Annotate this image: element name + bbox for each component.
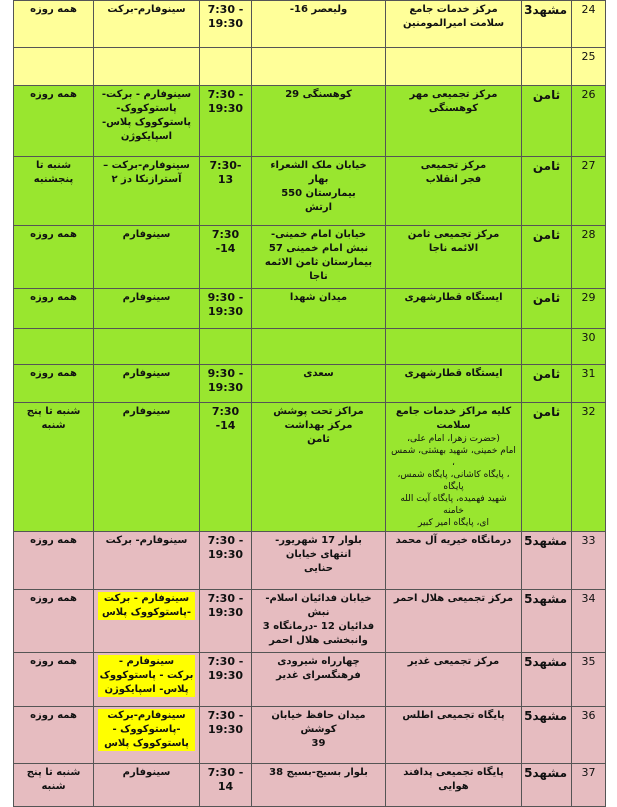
city-cell: مشهد5 <box>522 653 572 707</box>
city-cell: مشهد5 <box>522 532 572 590</box>
row-number-cell: 36 <box>572 707 606 764</box>
center-cell-line: فجر انقلاب <box>425 174 482 185</box>
days-cell-line: شنبه تا پنج <box>26 767 81 778</box>
center-cell-line: ایستگاه قطارشهری <box>404 292 503 303</box>
vaccine-cell-line: سینوفارم <box>122 229 171 240</box>
time-cell <box>200 289 252 329</box>
address-cell-line: خیابان ملک الشعراء <box>270 160 367 171</box>
table-row <box>14 532 606 590</box>
address-cell-line: ثامن <box>307 434 330 445</box>
address-cell <box>252 653 386 707</box>
center-cell <box>386 365 522 403</box>
table-row <box>14 365 606 403</box>
time-cell <box>200 365 252 403</box>
center-cell <box>386 48 522 86</box>
center-detail-line: (حضرت زهرا، امام علی، <box>407 434 500 444</box>
vaccine-cell-line: سینوفارم- برکت <box>105 535 188 546</box>
vaccine-cell-line: سینوفارم <box>122 292 171 303</box>
days-cell <box>14 48 94 86</box>
table-row <box>14 1 606 48</box>
row-number-cell: 28 <box>572 226 606 289</box>
center-cell <box>386 86 522 157</box>
time-cell <box>200 1 252 48</box>
time-cell-line: 7:30 - <box>207 3 244 16</box>
time-cell <box>200 329 252 365</box>
vaccine-cell-line: اسپایکوژن <box>120 131 173 142</box>
center-cell-line: مرکز تجمیعی مهر کوهسنگی <box>409 89 498 114</box>
vaccine-cell-line: پاستوکووک پلاس- <box>101 117 191 128</box>
days-cell <box>14 289 94 329</box>
days-cell-line: پنجشنبه <box>33 174 74 185</box>
time-cell-line: 19:30 <box>207 102 243 115</box>
row-number-cell: 33 <box>572 532 606 590</box>
vaccine-cell-line: پاستوکووک پلاس <box>98 737 195 751</box>
time-cell <box>200 764 252 807</box>
center-cell <box>386 226 522 289</box>
center-detail-line: امام خمینی، شهید بهشتی، شمس ، <box>391 446 516 468</box>
days-cell <box>14 403 94 532</box>
days-cell <box>14 157 94 226</box>
center-cell <box>386 289 522 329</box>
address-cell-line: کوشش <box>300 724 337 735</box>
days-cell <box>14 1 94 48</box>
center-cell-line: کلیه مراکز خدمات جامع <box>395 406 512 417</box>
row-number-cell: 25 <box>572 48 606 86</box>
address-cell-line: مرکز بهداشت <box>284 420 353 431</box>
time-cell-line: 14 <box>217 780 234 793</box>
time-cell <box>200 157 252 226</box>
vaccine-cell-line: پاستوکووک- <box>116 103 177 114</box>
address-cell-line: بهار <box>308 174 329 185</box>
vaccine-cell-line: سینوفارم <box>122 767 171 778</box>
table-row <box>14 86 606 157</box>
city-cell: ثامن <box>522 226 572 289</box>
address-cell <box>252 48 386 86</box>
row-number-cell: 24 <box>572 1 606 48</box>
row-number-cell: 35 <box>572 653 606 707</box>
time-cell-line: 9:30 - <box>207 291 244 304</box>
vaccine-cell <box>94 226 200 289</box>
table-row <box>14 764 606 807</box>
time-cell-line: 7:30 -14 <box>211 228 240 255</box>
time-cell-line: 7:30 - <box>207 534 244 547</box>
address-cell-line: حنایی <box>304 563 333 574</box>
time-cell-line: 19:30 <box>207 723 243 736</box>
time-cell-line: 19:30 <box>207 669 243 682</box>
address-cell-line: سعدی <box>303 368 334 379</box>
vaccine-cell-line: سینوفارم - برکت- <box>101 89 192 100</box>
vaccine-cell-line: سینوفارم-برکت <box>98 709 195 723</box>
address-cell <box>252 289 386 329</box>
address-cell <box>252 707 386 764</box>
days-cell-line: همه روزه <box>30 4 77 15</box>
days-cell <box>14 532 94 590</box>
row-number-cell: 37 <box>572 764 606 807</box>
table-row <box>14 707 606 764</box>
days-cell <box>14 329 94 365</box>
center-cell <box>386 590 522 653</box>
days-cell-line: همه روزه <box>30 656 77 667</box>
time-cell-line: 7:30 - <box>207 766 244 779</box>
address-cell-line: وانبخشی هلال احمر <box>269 635 368 646</box>
days-cell <box>14 86 94 157</box>
center-cell-line: مرکز تجمیعی غدیر <box>407 656 500 667</box>
vaccine-cell-line: آسترازنکا دز ۲ <box>111 174 182 185</box>
center-cell <box>386 764 522 807</box>
days-cell <box>14 764 94 807</box>
time-cell <box>200 86 252 157</box>
center-cell-line: درمانگاه خیریه آل محمد <box>395 535 512 546</box>
vaccination-centers-table <box>13 0 606 807</box>
address-cell-line: کوهسنگی 29 <box>285 89 352 100</box>
address-cell-line: 39 <box>311 738 326 749</box>
days-cell-line: شنبه تا پنج <box>26 406 81 417</box>
address-cell <box>252 86 386 157</box>
address-cell <box>252 157 386 226</box>
vaccine-cell <box>94 764 200 807</box>
center-cell <box>386 157 522 226</box>
center-cell-line: الائمه ناجا <box>428 243 479 254</box>
days-cell <box>14 707 94 764</box>
vaccine-cell <box>94 157 200 226</box>
city-cell: ثامن <box>522 86 572 157</box>
days-cell <box>14 653 94 707</box>
row-number-cell: 34 <box>572 590 606 653</box>
time-cell-line: 7:30 - <box>207 592 244 605</box>
vaccine-cell-line: -پاستوکووک پلاس <box>98 606 195 620</box>
row-number-cell: 26 <box>572 86 606 157</box>
time-cell <box>200 532 252 590</box>
time-cell-line: 7:30 -14 <box>211 405 240 432</box>
time-cell-line: 19:30 <box>207 381 243 394</box>
days-cell <box>14 226 94 289</box>
center-cell-line: پایگاه تجمیعی اطلس <box>402 710 505 721</box>
address-cell-line: خیابان امام خمینی- <box>270 229 367 240</box>
time-cell-line: 7:30 - <box>207 655 244 668</box>
days-cell-line: همه روزه <box>30 89 77 100</box>
address-cell-line: ناجا <box>309 271 328 282</box>
center-cell-line: مرکز تجمیعی ثامن <box>407 229 500 240</box>
center-cell <box>386 532 522 590</box>
city-cell <box>522 48 572 86</box>
table-row <box>14 653 606 707</box>
vaccine-cell <box>94 403 200 532</box>
table-row <box>14 226 606 289</box>
city-cell: ثامن <box>522 403 572 532</box>
address-cell-line: ارتش <box>304 202 333 213</box>
vaccine-cell <box>94 289 200 329</box>
address-cell-line: خیابان فدائیان اسلام- <box>265 593 372 604</box>
address-cell <box>252 329 386 365</box>
vaccine-cell <box>94 329 200 365</box>
address-cell <box>252 403 386 532</box>
time-cell-line: 19:30 <box>207 17 243 30</box>
center-cell <box>386 707 522 764</box>
address-cell-line: بلوار بسیج-بسیج 38 <box>269 767 368 778</box>
address-cell-line: میدان حافظ خیابان <box>271 710 366 721</box>
table-row <box>14 157 606 226</box>
center-cell-line: مرکز تجمیعی هلال احمر <box>393 593 514 604</box>
vaccine-cell-line: -پاستوکووک - <box>98 723 195 737</box>
time-cell <box>200 403 252 532</box>
center-cell <box>386 1 522 48</box>
vaccine-cell-line: برکت - پاستوکووک <box>99 670 194 681</box>
row-number-cell: 31 <box>572 365 606 403</box>
time-cell-line: 7:30 - <box>207 709 244 722</box>
center-cell <box>386 329 522 365</box>
address-cell <box>252 590 386 653</box>
address-cell <box>252 365 386 403</box>
row-number-cell: 29 <box>572 289 606 329</box>
center-cell <box>386 653 522 707</box>
address-cell <box>252 226 386 289</box>
row-number-cell: 32 <box>572 403 606 532</box>
center-cell-line: سلامت <box>436 420 471 431</box>
address-cell <box>252 764 386 807</box>
vaccine-cell-line: سینوفارم - برکت <box>98 592 195 606</box>
vaccine-cell <box>94 365 200 403</box>
time-cell-line: 7:30-13 <box>209 159 242 186</box>
address-cell <box>252 532 386 590</box>
city-cell: مشهد3 <box>522 1 572 48</box>
time-cell <box>200 590 252 653</box>
table-row <box>14 403 606 532</box>
vaccine-cell <box>94 1 200 48</box>
city-cell: مشهد5 <box>522 707 572 764</box>
city-cell: مشهد5 <box>522 764 572 807</box>
address-cell-line: فدائیان 12 -درمانگاه 3 <box>262 621 375 632</box>
table-body <box>14 1 606 807</box>
time-cell <box>200 707 252 764</box>
time-cell <box>200 226 252 289</box>
time-cell-line: 19:30 <box>207 606 243 619</box>
center-cell <box>386 403 522 532</box>
vaccine-cell <box>94 86 200 157</box>
time-cell-line: 9:30 - <box>207 367 244 380</box>
address-cell-line: بلوار 17 شهریور- <box>275 535 362 546</box>
table-row <box>14 590 606 653</box>
city-cell: ثامن <box>522 289 572 329</box>
address-cell-line: نبش <box>307 607 330 618</box>
address-cell-line: بیمارستان ثامن الائمه <box>264 257 373 268</box>
address-cell-line: چهارراه شیرودی <box>277 656 360 667</box>
address-cell-line: فرهنگسرای غدیر <box>276 670 361 681</box>
table-row <box>14 329 606 365</box>
vaccine-cell <box>94 707 200 764</box>
time-cell-line: 19:30 <box>207 548 243 561</box>
city-cell: ثامن <box>522 157 572 226</box>
days-cell-line: شنبه <box>41 420 66 431</box>
center-detail-line: شهید فهمیده، پایگاه آیت الله خامنه <box>400 494 507 516</box>
vaccine-cell-line: سینوفارم-برکت <box>107 4 186 15</box>
center-cell-line: پایگاه تجمیعی پدافند هوایی <box>403 767 504 792</box>
address-cell-line: نبش امام خمینی 57 <box>268 243 369 254</box>
center-cell-line: ایستگاه قطارشهری <box>404 368 503 379</box>
row-number-cell: 30 <box>572 329 606 365</box>
table-row <box>14 289 606 329</box>
days-cell-line: همه روزه <box>30 593 77 604</box>
center-detail-line: ، پایگاه کاشانی، پایگاه شمس، پایگاه <box>397 470 510 492</box>
address-cell-line: مراکز تحت پوشش <box>273 406 364 417</box>
city-cell: ثامن <box>522 365 572 403</box>
vaccine-cell-line: سینوفارم - <box>98 655 195 669</box>
days-cell-line: همه روزه <box>30 710 77 721</box>
address-cell-line: بیمارستان 550 <box>281 188 356 199</box>
vaccine-cell <box>94 653 200 707</box>
row-number-cell: 27 <box>572 157 606 226</box>
time-cell <box>200 48 252 86</box>
vaccine-cell <box>94 48 200 86</box>
vaccine-cell-line: سینوفارم-برکت – <box>103 160 190 171</box>
days-cell-line: همه روزه <box>30 229 77 240</box>
vaccine-cell <box>94 532 200 590</box>
days-cell-line: همه روزه <box>30 368 77 379</box>
time-cell <box>200 653 252 707</box>
vaccine-cell-line: سینوفارم <box>122 406 171 417</box>
days-cell-line: همه روزه <box>30 535 77 546</box>
center-cell-line: سلامت امیرالمومنین <box>402 18 505 29</box>
vaccine-cell-line: سینوفارم <box>122 368 171 379</box>
days-cell-line: شنبه تا <box>35 160 72 171</box>
time-cell-line: 7:30 - <box>207 88 244 101</box>
address-cell-line: ولیعصر 16- <box>289 4 348 15</box>
vaccine-cell-line: پلاس- اسپایکوژن <box>98 683 195 697</box>
address-cell <box>252 1 386 48</box>
address-cell-line: انتهای خیابان <box>285 549 352 560</box>
center-detail-line: ای، پایگاه امیر کبیر <box>418 518 489 528</box>
days-cell-line: شنبه <box>41 781 66 792</box>
days-cell <box>14 365 94 403</box>
vaccine-cell <box>94 590 200 653</box>
days-cell <box>14 590 94 653</box>
time-cell-line: 19:30 <box>207 305 243 318</box>
city-cell <box>522 329 572 365</box>
center-cell-line: مرکز خدمات جامع <box>409 4 498 15</box>
center-cell-line: مرکز تجمیعی <box>420 160 487 171</box>
table-row <box>14 48 606 86</box>
days-cell-line: همه روزه <box>30 292 77 303</box>
city-cell: مشهد5 <box>522 590 572 653</box>
address-cell-line: میدان شهدا <box>289 292 348 303</box>
